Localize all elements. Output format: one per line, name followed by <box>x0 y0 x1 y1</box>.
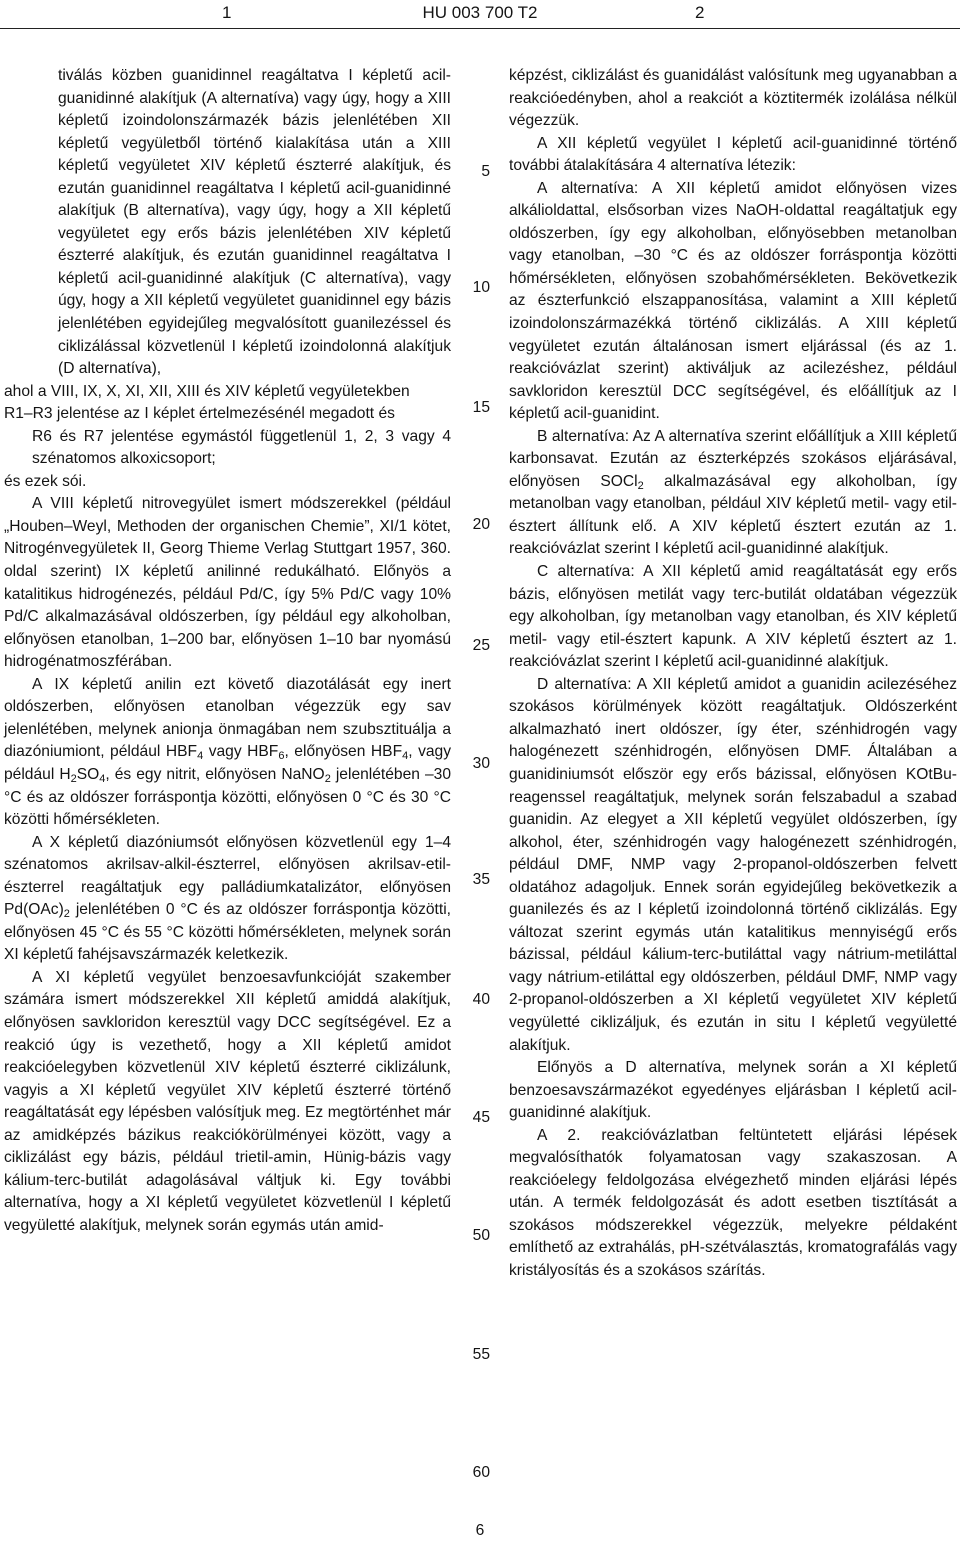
left-paragraph-4: R6 és R7 jelentése egymástól függetlenül 1, 2, 3 vagy 4 szénatomos alkoxicsoport; <box>32 427 451 468</box>
p7-sub-h: 2 <box>70 772 77 785</box>
page-number: 6 <box>475 1522 485 1539</box>
p7-text-g: , vagy például H <box>4 743 452 783</box>
left-paragraph-8 <box>4 832 451 967</box>
line-number: 40 <box>472 991 490 1008</box>
r4-text-a: B alternatíva: Az A alternatíva szerint előállítjuk a XIII képletű karbonsavat. Ezután az észterképzés szokásos eljárásával, előnyösen SOCl <box>509 427 957 490</box>
left-paragraph-2: ahol a VIII, IX, X, XI, XII, XIII és XIV képletű vegyületekben <box>4 382 410 400</box>
right-paragraph-2: A XII képletű vegyület I képletű acil-guanidinné történő további átalakítására 4 alternatíva létezik: <box>509 134 957 175</box>
left-paragraph-6: A VIII képletű nitrovegyület ismert módszerekkel (például „Houben–Weyl, Methoden der organischen Chemie”, XI/1 kötet, Nitrogénvegyületek II, Georg Thieme Verlag Stuttgart 1957, 360. oldal szerint) IX képletű anilinné redukálható. Előnyös a katalitikus hidrogénezés, például Pd/C, így 5% Pd/C vagy 10% Pd/C alkalmazásával oldószerben, így például egy alkoholban, előnyösen etanolban, 1–200 bar, előnyösen 1–10 bar nyomású hidrogénatmoszférában. <box>4 495 451 671</box>
right-paragraph-6: D alternatíva: A XII képletű amidot a guanidin acilezéséhez szokásos körülmények között reagáltatjuk. Oldószerként alkalmazható inert oldószer, így éter, szénhidrogén vagy halogénezett szénhidrogén, előnyösen DMF. Általában a guanidiniumsót először egy erős bázissal, előnyösen KOtBu-reagenssel reagáltatjuk, melynek során felszabadul a szabad guanidin. Az elegyet a XII képletű vegyület oldószerben, így alkohol, éter, szénhidrogén vagy halogénezett szénhidrogén, például DMF, NMP vagy 2-propanol-oldószerben felvett oldatához adagoljuk. Ennek során egyidejűleg bekövetkezik a guanilezés és az I képletű izoindolonná történő ciklizálás. Egy változat szerint egymás után katalitikus mennyiségű erős bázissal, például kálium-terc-butiláttal vagy nátrium-metiláttal vagy nátrium-etiláttal egy oldószerben, például DMF, NMP vagy 2-propanol-oldószerben a XI képletű vegyületet XIV képletű vegyületté ciklizáljuk, és ezután in situ I képletű vegyületté alakítjuk. <box>509 675 957 1054</box>
left-paragraph-1: tiválás közben guanidinnel reagáltatva I képletű acil-guanidinné alakítjuk (A alternatíva) vagy úgy, hogy a XIII képletű izoindolonszármazék bázis jelenlétében XII képletű vegyületből történő kialakítása után a XIII képletű vegyületet XIV képletű észterré alakítjuk, és ezután guanidinnel reagáltatva I képletű acil-guanidinné alakítjuk (B alternatíva), vagy úgy, hogy a XII képletű vegyületet egy erős bázis jelenlétében XIV képletű észterré alakítjuk, és ezután guanidinnel reagáltatva I képletű acil-guanidinné alakítjuk (C alternatíva), vagy úgy, hogy a XII képletű vegyületet guanidinnel egy bázis jelenlétében egyidejűleg megvalósított guanilezéssel és ciklizálással közvetlenül I képletű izoindolonná alakítjuk (D alternatíva), <box>58 67 451 378</box>
line-number: 15 <box>472 399 490 416</box>
line-number: 20 <box>472 516 490 533</box>
line-number: 60 <box>472 1464 490 1481</box>
p7-text-a: A IX képletű anilin ezt követő diazotálását egy inert oldószerben, előnyösen etanolban végezzük egy sav jelenlétében, melynek anionja önmagában nem szubsztituálja a diazóniumiont, például HBF <box>4 675 451 761</box>
p8-text-a: A X képletű diazóniumsót előnyösen közvetlenül egy 1–4 szénatomos akrilsav-alkil-észterrel, előnyösen akrilsav-etil-észterrel reagáltatjuk egy palládiumkatalizátor, előnyösen Pd(OAc) <box>4 833 451 919</box>
line-number: 5 <box>481 163 490 180</box>
header-rule <box>0 28 960 29</box>
p7-sub-l: 2 <box>324 772 331 785</box>
p7-text-m: jelenlétében –30 °C és az oldószer forráspontja közötti, előnyösen 0 °C és 30 °C közötti hőmérsékleten. <box>4 765 451 829</box>
p7-sub-b: 4 <box>197 750 204 763</box>
line-number: 10 <box>472 279 490 296</box>
line-number: 30 <box>472 755 490 772</box>
r4-sub-b: 2 <box>637 479 644 492</box>
line-number: 50 <box>472 1227 490 1244</box>
right-paragraph-4 <box>509 426 957 561</box>
p7-sub-j: 4 <box>99 772 106 785</box>
right-paragraph-1: képzést, ciklizálást és guanidálást valósítunk meg ugyanabban a reakcióedényben, ahol a reakciót a köztitermék izolálása nélkül végezzük. <box>509 67 957 130</box>
line-number: 25 <box>472 637 490 654</box>
header-right-column-number: 2 <box>695 3 705 22</box>
right-column <box>509 65 957 1283</box>
patent-number: HU 003 700 T2 <box>422 3 538 22</box>
p8-text-c: jelenlétében 0 °C és az oldószer forráspontja közötti, előnyösen 45 °C és 55 °C közötti hőmérsékleten, melynek során XI képletű fahéjsavszármazék keletkezik. <box>4 901 451 964</box>
left-paragraph-3: R1–R3 jelentése az I képlet értelmezésénél megadott és <box>4 405 395 423</box>
p7-text-e: , előnyösen HBF <box>284 743 403 761</box>
p7-sub-d: 6 <box>278 750 285 763</box>
right-paragraph-3: A alternatíva: A XII képletű amidot előnyösen vizes alkálioldattal, elsősorban vizes NaOH-oldattal reagáltatjuk egy oldószerben, így egy alkoholban, előnyösebben metanolban vagy etanolban, –30 °C és az oldószer forráspontja közötti hőmérsékleten, előnyösen szobahőmérsékleten. Bekövetkezik az észterfunkció elszappanosítása, valamint a XIII képletű izoindolonszármazékká történő ciklizálás. A XIII képletű vegyületet ezután általánosan ismert eljárással (és az 1. reakcióvázlat szerint) aktiváljuk az acilezéshez, például savkloridon keresztül DCC segítségével, és előállítjuk az I képletű acil-guanidint. <box>509 179 957 423</box>
line-number: 35 <box>472 871 490 888</box>
right-paragraph-5: C alternatíva: A XII képletű amid reagáltatását egy erős bázis, előnyösen metilát vagy terc-butilát oldatában végezzük egy alkoholban, így metanolban vagy etanolban, és XIV képletű metil- vagy etil-észtert kapunk. A XIV képletű észtert az 1. reakcióvázlat szerint I képletű acil-guanidinné alakítjuk. <box>509 563 957 671</box>
p7-text-k: , és egy nitrit, előnyösen NaNO <box>105 765 325 783</box>
left-paragraph-9: A XI képletű vegyület benzoesavfunkcióját szakember számára ismert módszerekkel XII képletű amiddá alakítjuk, előnyösen savkloridon keresztül vagy DCC segítségével. Ez a reakció úgy is vezethető, hogy a XII képletű amidot reakcióelegyben közvetlenül XIV képletű észterré ciklizálunk, vagyis a XI képletű vegyület XIV képletű észterré történő reagáltatását egy lépésben valósítjuk meg. Ez megtörténhet már az amidképzés bázikus reakciókörülményei között, vagy a ciklizálást egy bázis, például trietil-amin, Hünig-bázis vagy kálium-terc-butilát adagolásával váltjuk ki. Egy további alternatíva, hogy a XI képletű vegyületet közvetlenül I képletű vegyületté alakítjuk, melynek során egymás után amid- <box>4 968 451 1234</box>
line-number: 45 <box>472 1109 490 1126</box>
left-column <box>4 65 451 1237</box>
header-left-column-number: 1 <box>222 3 232 22</box>
p7-text-i: SO <box>76 765 100 783</box>
left-paragraph-7 <box>4 674 451 832</box>
right-paragraph-7: Előnyös a D alternatíva, melynek során a XI képletű benzoesavszármazékot egyedényes eljárásban I képletű acil-guanidinné alakítjuk. <box>509 1059 957 1122</box>
p7-text-c: vagy HBF <box>203 743 279 761</box>
left-paragraph-5: és ezek sói. <box>4 472 87 490</box>
line-number: 55 <box>472 1346 490 1363</box>
r4-text-c: alkalmazásával egy alkoholban, így metanolban vagy etanolban, például XIV képletű metil- vagy etil-észtert állítunk elő. A XIV képletű észtert ezután az 1. reakcióvázlat szerint I képletű acil-guanidinné alakítjuk. <box>509 472 957 558</box>
p8-sub-b: 2 <box>63 908 70 921</box>
p7-sub-f: 4 <box>402 750 409 763</box>
right-paragraph-8: A 2. reakcióvázlatban feltüntetett eljárási lépések megvalósíthatók folyamatosan vagy szakaszosan. A reakcióelegy feldolgozása elvégezhető minden eljárási lépés után. A termék feldolgozását és adott esetben tisztítását a szokásos módszerekkel végezzük, melyekre példaként említhető az extrahálás, pH-szétválasztás, kromatografálás vagy kristályosítás és a szokásos szárítás. <box>509 1126 957 1279</box>
